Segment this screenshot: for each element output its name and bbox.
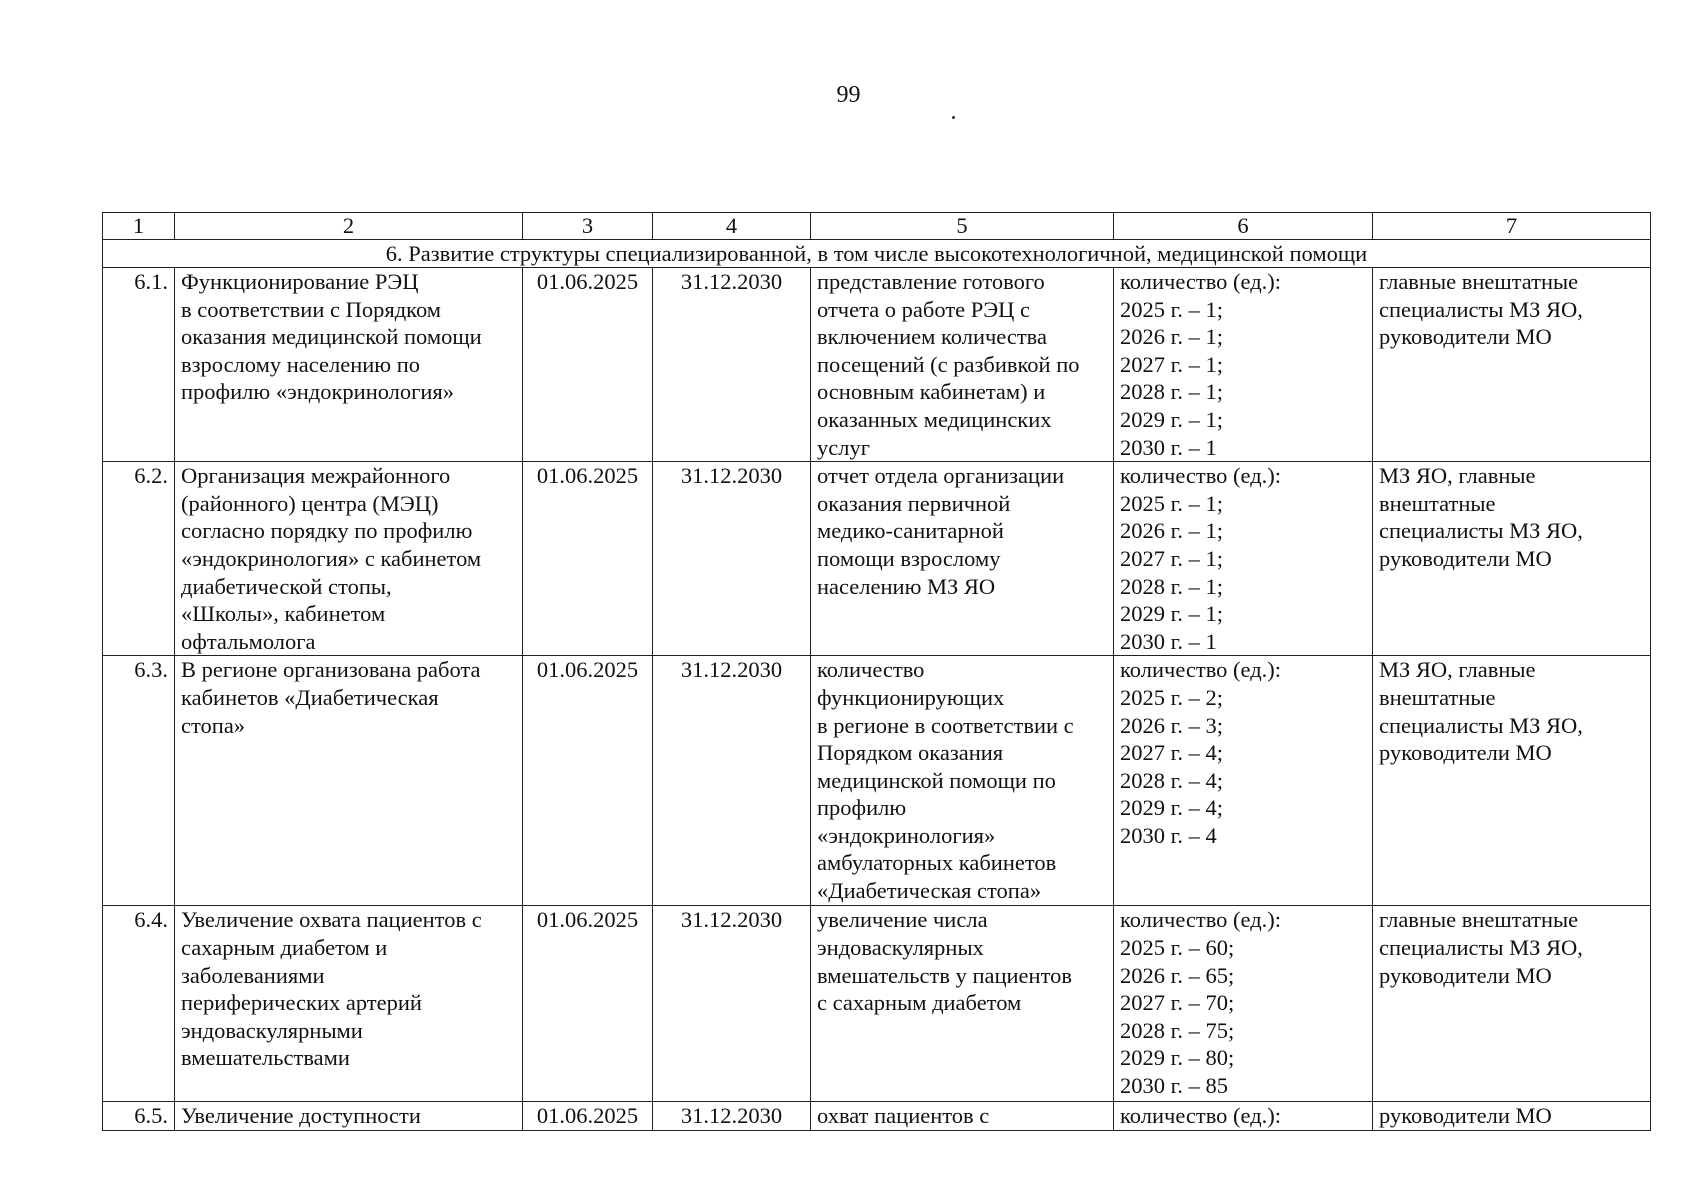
table-row xyxy=(103,656,1651,906)
responsible-parties-line: специалисты МЗ ЯО, xyxy=(1379,518,1583,544)
activity-name-line: кабинетов «Диабетическая xyxy=(181,684,439,710)
activity-name-line: В регионе организована работа xyxy=(181,657,481,683)
indicator-values xyxy=(1114,656,1373,906)
result-description-line: посещений (с разбивкой по xyxy=(817,351,1080,377)
responsible-parties-line: руководители МО xyxy=(1379,1103,1552,1129)
activity-name xyxy=(175,656,523,906)
result-description-line: медико-санитарной xyxy=(817,518,1004,544)
result-description-line: представление готового xyxy=(817,269,1045,294)
indicator-values-line: 2025 г. – 1; xyxy=(1120,490,1223,516)
result-description-line: отчета о работе РЭЦ с xyxy=(817,296,1030,322)
item-number: 6.4. xyxy=(103,906,175,1102)
activity-name-line: Увеличение доступности xyxy=(181,1103,421,1129)
indicator-values-line: 2028 г. – 1; xyxy=(1120,573,1223,599)
responsible-parties-line: МЗ ЯО, главные xyxy=(1379,657,1536,683)
column-number: 6 xyxy=(1114,213,1373,240)
column-number: 1 xyxy=(103,213,175,240)
activity-name-line: стопа» xyxy=(181,712,246,738)
item-number: 6.3. xyxy=(103,656,175,906)
start-date: 01.06.2025 xyxy=(523,1102,653,1131)
activity-name-line: периферических артерий xyxy=(181,990,422,1016)
result-description-line: амбулаторных кабинетов xyxy=(817,850,1057,876)
end-date: 31.12.2030 xyxy=(653,906,811,1102)
result-description-line: «Диабетическая стопа» xyxy=(817,878,1042,904)
end-date: 31.12.2030 xyxy=(653,1102,811,1131)
activity-name-line: профилю «эндокринология» xyxy=(181,379,455,405)
item-number: 6.2. xyxy=(103,462,175,656)
item-number: 6.1. xyxy=(103,268,175,462)
indicator-values-line: 2029 г. – 1; xyxy=(1120,601,1223,627)
activity-name-line: эндоваскулярными xyxy=(181,1017,363,1043)
column-number: 3 xyxy=(523,213,653,240)
result-description-line: функционирующих xyxy=(817,684,1005,710)
section-title: 6. Развитие структуры специализированной, в том числе высокотехнологичной, медицинской помощи xyxy=(103,240,1651,268)
indicator-values-line: 2028 г. – 75; xyxy=(1120,1017,1235,1043)
responsible-parties xyxy=(1373,656,1651,906)
result-description-line: услуг xyxy=(817,434,870,460)
indicator-values-line: 2028 г. – 1; xyxy=(1120,379,1223,405)
responsible-parties xyxy=(1373,1102,1651,1131)
responsible-parties-line: руководители МО xyxy=(1379,545,1552,571)
result-description-line: помощи взрослому xyxy=(817,545,1001,571)
result-description-line: отчет отдела организации xyxy=(817,463,1065,489)
table-row xyxy=(103,1102,1651,1131)
activity-name-line: Организация межрайонного xyxy=(181,463,451,489)
activity-name-line: «эндокринология» с кабинетом xyxy=(181,545,482,571)
activity-name xyxy=(175,462,523,656)
result-description-line: населению МЗ ЯО xyxy=(817,573,996,599)
activity-name-line: (районного) центра (МЭЦ) xyxy=(181,490,439,516)
indicator-values-line: 2027 г. – 1; xyxy=(1120,545,1223,571)
indicator-values-line: количество (ед.): xyxy=(1120,1103,1282,1129)
responsible-parties-line: МЗ ЯО, главные xyxy=(1379,463,1536,489)
start-date: 01.06.2025 xyxy=(523,656,653,906)
result-description-line: вмешательств у пациентов xyxy=(817,962,1072,988)
indicator-values-line: 2029 г. – 4; xyxy=(1120,795,1223,821)
indicator-values-line: 2030 г. – 1 xyxy=(1120,434,1217,460)
page-number: 99 xyxy=(836,82,861,108)
result-description-line: профилю xyxy=(817,795,907,821)
table-row xyxy=(103,462,1651,656)
column-number: 7 xyxy=(1373,213,1651,240)
stray-dot xyxy=(952,116,955,119)
section-title-row xyxy=(103,240,1651,268)
activity-name-line: вмешательствами xyxy=(181,1045,350,1071)
column-number: 4 xyxy=(653,213,811,240)
indicator-values-line: 2026 г. – 1; xyxy=(1120,518,1223,544)
responsible-parties-line: внештатные xyxy=(1379,684,1496,710)
result-description-line: количество xyxy=(817,657,925,683)
activity-name-line: Увеличение охвата пациентов с xyxy=(181,907,482,933)
result-description xyxy=(811,1102,1114,1131)
result-description-line: основным кабинетам) и xyxy=(817,379,1046,405)
column-number: 2 xyxy=(175,213,523,240)
result-description-line: эндоваскулярных xyxy=(817,934,984,960)
indicator-values-line: количество (ед.): xyxy=(1120,907,1282,933)
activity-name-line: заболеваниями xyxy=(181,962,325,988)
responsible-parties-line: специалисты МЗ ЯО, xyxy=(1379,934,1583,960)
activity-name-line: взрослому населению по xyxy=(181,351,421,377)
end-date: 31.12.2030 xyxy=(653,268,811,462)
indicator-values xyxy=(1114,1102,1373,1131)
responsible-parties-line: руководители МО xyxy=(1379,740,1552,766)
activity-name-line: оказания медицинской помощи xyxy=(181,324,482,350)
result-description xyxy=(811,656,1114,906)
column-number: 5 xyxy=(811,213,1114,240)
indicator-values-line: 2028 г. – 4; xyxy=(1120,767,1223,793)
activity-name xyxy=(175,268,523,462)
start-date: 01.06.2025 xyxy=(523,268,653,462)
indicator-values xyxy=(1114,906,1373,1102)
activity-name-line: в соответствии с Порядком xyxy=(181,296,442,322)
result-description xyxy=(811,462,1114,656)
result-description-line: с сахарным диабетом xyxy=(817,990,1022,1016)
end-date: 31.12.2030 xyxy=(653,656,811,906)
result-description-line: оказания первичной xyxy=(817,490,1011,516)
result-description-line: в регионе в соответствии с xyxy=(817,712,1074,738)
result-description xyxy=(811,906,1114,1102)
result-description xyxy=(811,268,1114,462)
indicator-values-line: количество (ед.): xyxy=(1120,463,1282,489)
activity-name-line: сахарным диабетом и xyxy=(181,934,388,960)
responsible-parties xyxy=(1373,462,1651,656)
table-row xyxy=(103,906,1651,1102)
indicator-values-line: 2027 г. – 4; xyxy=(1120,740,1223,766)
column-number-row xyxy=(103,213,1651,240)
result-description-line: включением количества xyxy=(817,324,1047,350)
indicator-values-line: 2029 г. – 80; xyxy=(1120,1045,1235,1071)
indicator-values xyxy=(1114,462,1373,656)
result-description-line: увеличение числа xyxy=(817,907,988,933)
activity-name xyxy=(175,906,523,1102)
indicator-values-line: 2026 г. – 3; xyxy=(1120,712,1223,738)
indicator-values-line: 2029 г. – 1; xyxy=(1120,406,1223,432)
item-number: 6.5. xyxy=(103,1102,175,1131)
end-date: 31.12.2030 xyxy=(653,462,811,656)
responsible-parties-line: внештатные xyxy=(1379,490,1496,516)
responsible-parties-line: главные внештатные xyxy=(1379,907,1579,933)
indicator-values xyxy=(1114,268,1373,462)
indicator-values-line: 2030 г. – 4 xyxy=(1120,822,1217,848)
responsible-parties xyxy=(1373,906,1651,1102)
responsible-parties-line: специалисты МЗ ЯО, xyxy=(1379,712,1583,738)
responsible-parties-line: руководители МО xyxy=(1379,324,1552,350)
start-date: 01.06.2025 xyxy=(523,462,653,656)
indicator-values-line: 2030 г. – 1 xyxy=(1120,628,1217,654)
responsible-parties xyxy=(1373,268,1651,462)
responsible-parties-line: главные внештатные xyxy=(1379,269,1579,294)
result-description-line: охват пациентов с xyxy=(817,1103,990,1129)
activity-name-line: Функционирование РЭЦ xyxy=(181,269,419,294)
activity-name xyxy=(175,1102,523,1131)
result-description-line: медицинской помощи по xyxy=(817,767,1056,793)
result-description-line: оказанных медицинских xyxy=(817,406,1052,432)
indicator-values-line: 2025 г. – 2; xyxy=(1120,684,1223,710)
activity-name-line: офтальмолога xyxy=(181,628,316,654)
indicator-values-line: количество (ед.): xyxy=(1120,657,1282,683)
indicator-values-line: 2030 г. – 85 xyxy=(1120,1072,1228,1098)
indicator-values-line: 2026 г. – 65; xyxy=(1120,962,1235,988)
activity-name-line: диабетической стопы, xyxy=(181,573,392,599)
indicator-values-line: 2027 г. – 70; xyxy=(1120,990,1235,1016)
responsible-parties-line: специалисты МЗ ЯО, xyxy=(1379,296,1583,322)
table-row xyxy=(103,268,1651,462)
activity-name-line: согласно порядку по профилю xyxy=(181,518,473,544)
responsible-parties-line: руководители МО xyxy=(1379,962,1552,988)
indicator-values-line: количество (ед.): xyxy=(1120,269,1282,294)
activity-table xyxy=(102,212,1651,1131)
result-description-line: «эндокринология» xyxy=(817,822,996,848)
start-date: 01.06.2025 xyxy=(523,906,653,1102)
result-description-line: Порядком оказания xyxy=(817,740,1004,766)
activity-name-line: «Школы», кабинетом xyxy=(181,601,386,627)
indicator-values-line: 2027 г. – 1; xyxy=(1120,351,1223,377)
indicator-values-line: 2026 г. – 1; xyxy=(1120,324,1223,350)
indicator-values-line: 2025 г. – 60; xyxy=(1120,934,1235,960)
indicator-values-line: 2025 г. – 1; xyxy=(1120,296,1223,322)
